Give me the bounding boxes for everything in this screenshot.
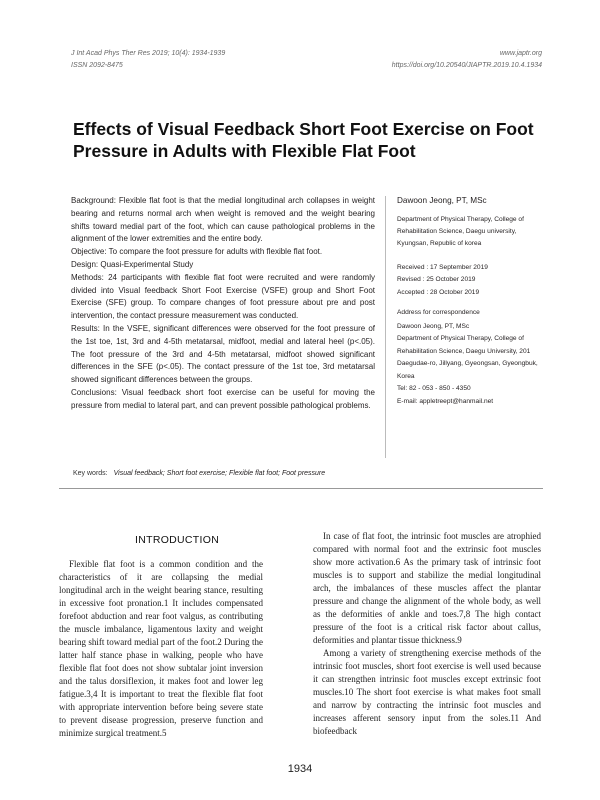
intro-left-column xyxy=(59,558,263,740)
keywords-label: Key words: xyxy=(73,470,108,477)
intro-paragraph: Among a variety of strengthening exercise methods of the intrinsic foot muscles, short foot exercise is well used because it can strengthen intrinsic foot muscles except extrinsic foot muscles.10 The short foot exercise is what makes foot small and narrow by contracting the intrinsic foot muscles and increases afferent sensory input from the soles.11 And biofeedback xyxy=(313,648,541,736)
article-dates xyxy=(397,262,547,300)
journal-citation: J Int Acad Phys Ther Res 2019; 10(4): 1934-1939 xyxy=(71,50,226,57)
correspondence-heading: Address for correspondence xyxy=(397,309,480,316)
abstract-background: Background: Flexible flat foot is that the medial longitudinal arch collapses in weight bearing and returns normal arch when weight is removed and the weight bearing shifts toward medial part of the foot, which can cause pathological problems in the alignment of the lower extremities and the entire body. xyxy=(71,196,375,244)
abstract-design: Design: Quasi-Experimental Study xyxy=(71,259,194,269)
intro-paragraph: Flexible flat foot is a common condition and the characteristics of it are collapsing the medial longitudinal arch in the weight bearing stance, resulting in excessive foot pronation.1 It includes compensated forefoot abduction and rear foot valgus, as contributing the muscle imbalance, ligamentous laxity and weight bearing shift toward medial part of the foot.2 During the latter half stance phase in walking, people who have flexible flat foot does not show subtalar joint inversion and the talus dorsiflexion, it makes foot and lower leg fatigue.3,4 It is important to treat the flexible flat foot with appropriate intervention before being severe state to prevent disease progression, preserve function and minimize surgical treatment.5 xyxy=(59,559,263,738)
journal-header-left xyxy=(71,48,225,72)
introduction-heading: INTRODUCTION xyxy=(135,534,220,546)
author-info xyxy=(397,195,547,408)
correspondence-address: Department of Physical Therapy, College of Rehabilitation Science, Daegu University, 201 Daegudae-ro, Jillyang, Gyeongsan, Gyeongbuk, Korea xyxy=(397,335,538,380)
correspondence-tel: Tel: 82 - 053 - 850 - 4350 xyxy=(397,385,471,392)
doi-link[interactable]: https://doi.org/10.20540/JIAPTR.2019.10.4.1934 xyxy=(391,62,542,69)
correspondence-name: Dawoon Jeong, PT, MSc xyxy=(397,322,470,330)
correspondence xyxy=(397,307,547,408)
author-name: Dawoon Jeong, PT, MSc xyxy=(397,196,487,205)
keywords-value: Visual feedback; Short foot exercise; Flexible flat foot; Foot pressure xyxy=(113,470,326,477)
abstract xyxy=(71,195,375,413)
revised-date: Revised : 25 October 2019 xyxy=(397,276,476,283)
received-date: Received : 17 September 2019 xyxy=(397,263,488,271)
accepted-date: Accepted : 28 October 2019 xyxy=(397,288,480,296)
keywords xyxy=(73,470,325,477)
issn: ISSN 2092-8475 xyxy=(71,62,123,69)
journal-website-link[interactable]: www.japtr.org xyxy=(499,50,542,57)
author-affiliation: Department of Physical Therapy, College of Rehabilitation Science, Daegu university, Kyungsan, Republic of korea xyxy=(397,215,524,247)
article-title: Effects of Visual Feedback Short Foot Exercise on Foot Pressure in Adults with Flexible Flat Foot xyxy=(73,119,534,161)
intro-paragraph: In case of flat foot, the intrinsic foot muscles are atrophied compared with normal foot and the extrinsic foot muscles show more activation.6 As the primary task of intrinsic foot muscles is to support and stabilize the medial longitudinal arch, the imbalances of these muscles affect the plantar pressure and change the alignment of the whole body, as well as the deformities of ankle and toes.7,8 The high contact pressure of the foot is a critical risk factor about callus, deformities and plantar tissue thickness.9 xyxy=(313,531,541,645)
intro-right-column xyxy=(313,530,541,738)
abstract-methods: Methods: 24 participants with flexible flat foot were recruited and were randomly divided into Visual feedback Short Foot Exercise (VSFE) group and Short Foot Exercise (SFE) group. To compare changes of foot pressure about pre and post intervention, the contact pressure measurement was conducted. xyxy=(71,272,375,321)
abstract-results: Results: In the VSFE, significant differences were observed for the foot pressure of the 1st toe, 1st, 3rd and 4-5th metatarsal, midfoot, medial and lateral heel (p<.05). The foot pressure of the 3rd and 4-5th metatarsal, midfoot showed significant differences in the SFE (p<.05). The contact pressure of the 1st toe, 3rd metatarsal showed significant differences between the groups. xyxy=(71,323,375,385)
abstract-bottom-rule xyxy=(59,488,543,489)
column-divider xyxy=(385,196,386,458)
abstract-conclusions: Conclusions: Visual feedback short foot exercise can be useful for moving the pressure from medial to lateral part, and can prevent possible pathological problems. xyxy=(71,387,375,410)
abstract-objective: Objective: To compare the foot pressure for adults with flexible flat foot. xyxy=(71,247,323,257)
journal-header-right xyxy=(392,48,542,72)
correspondence-email[interactable]: E-mail: appletreept@hanmail.net xyxy=(397,397,494,405)
page-number: 1934 xyxy=(287,763,313,775)
